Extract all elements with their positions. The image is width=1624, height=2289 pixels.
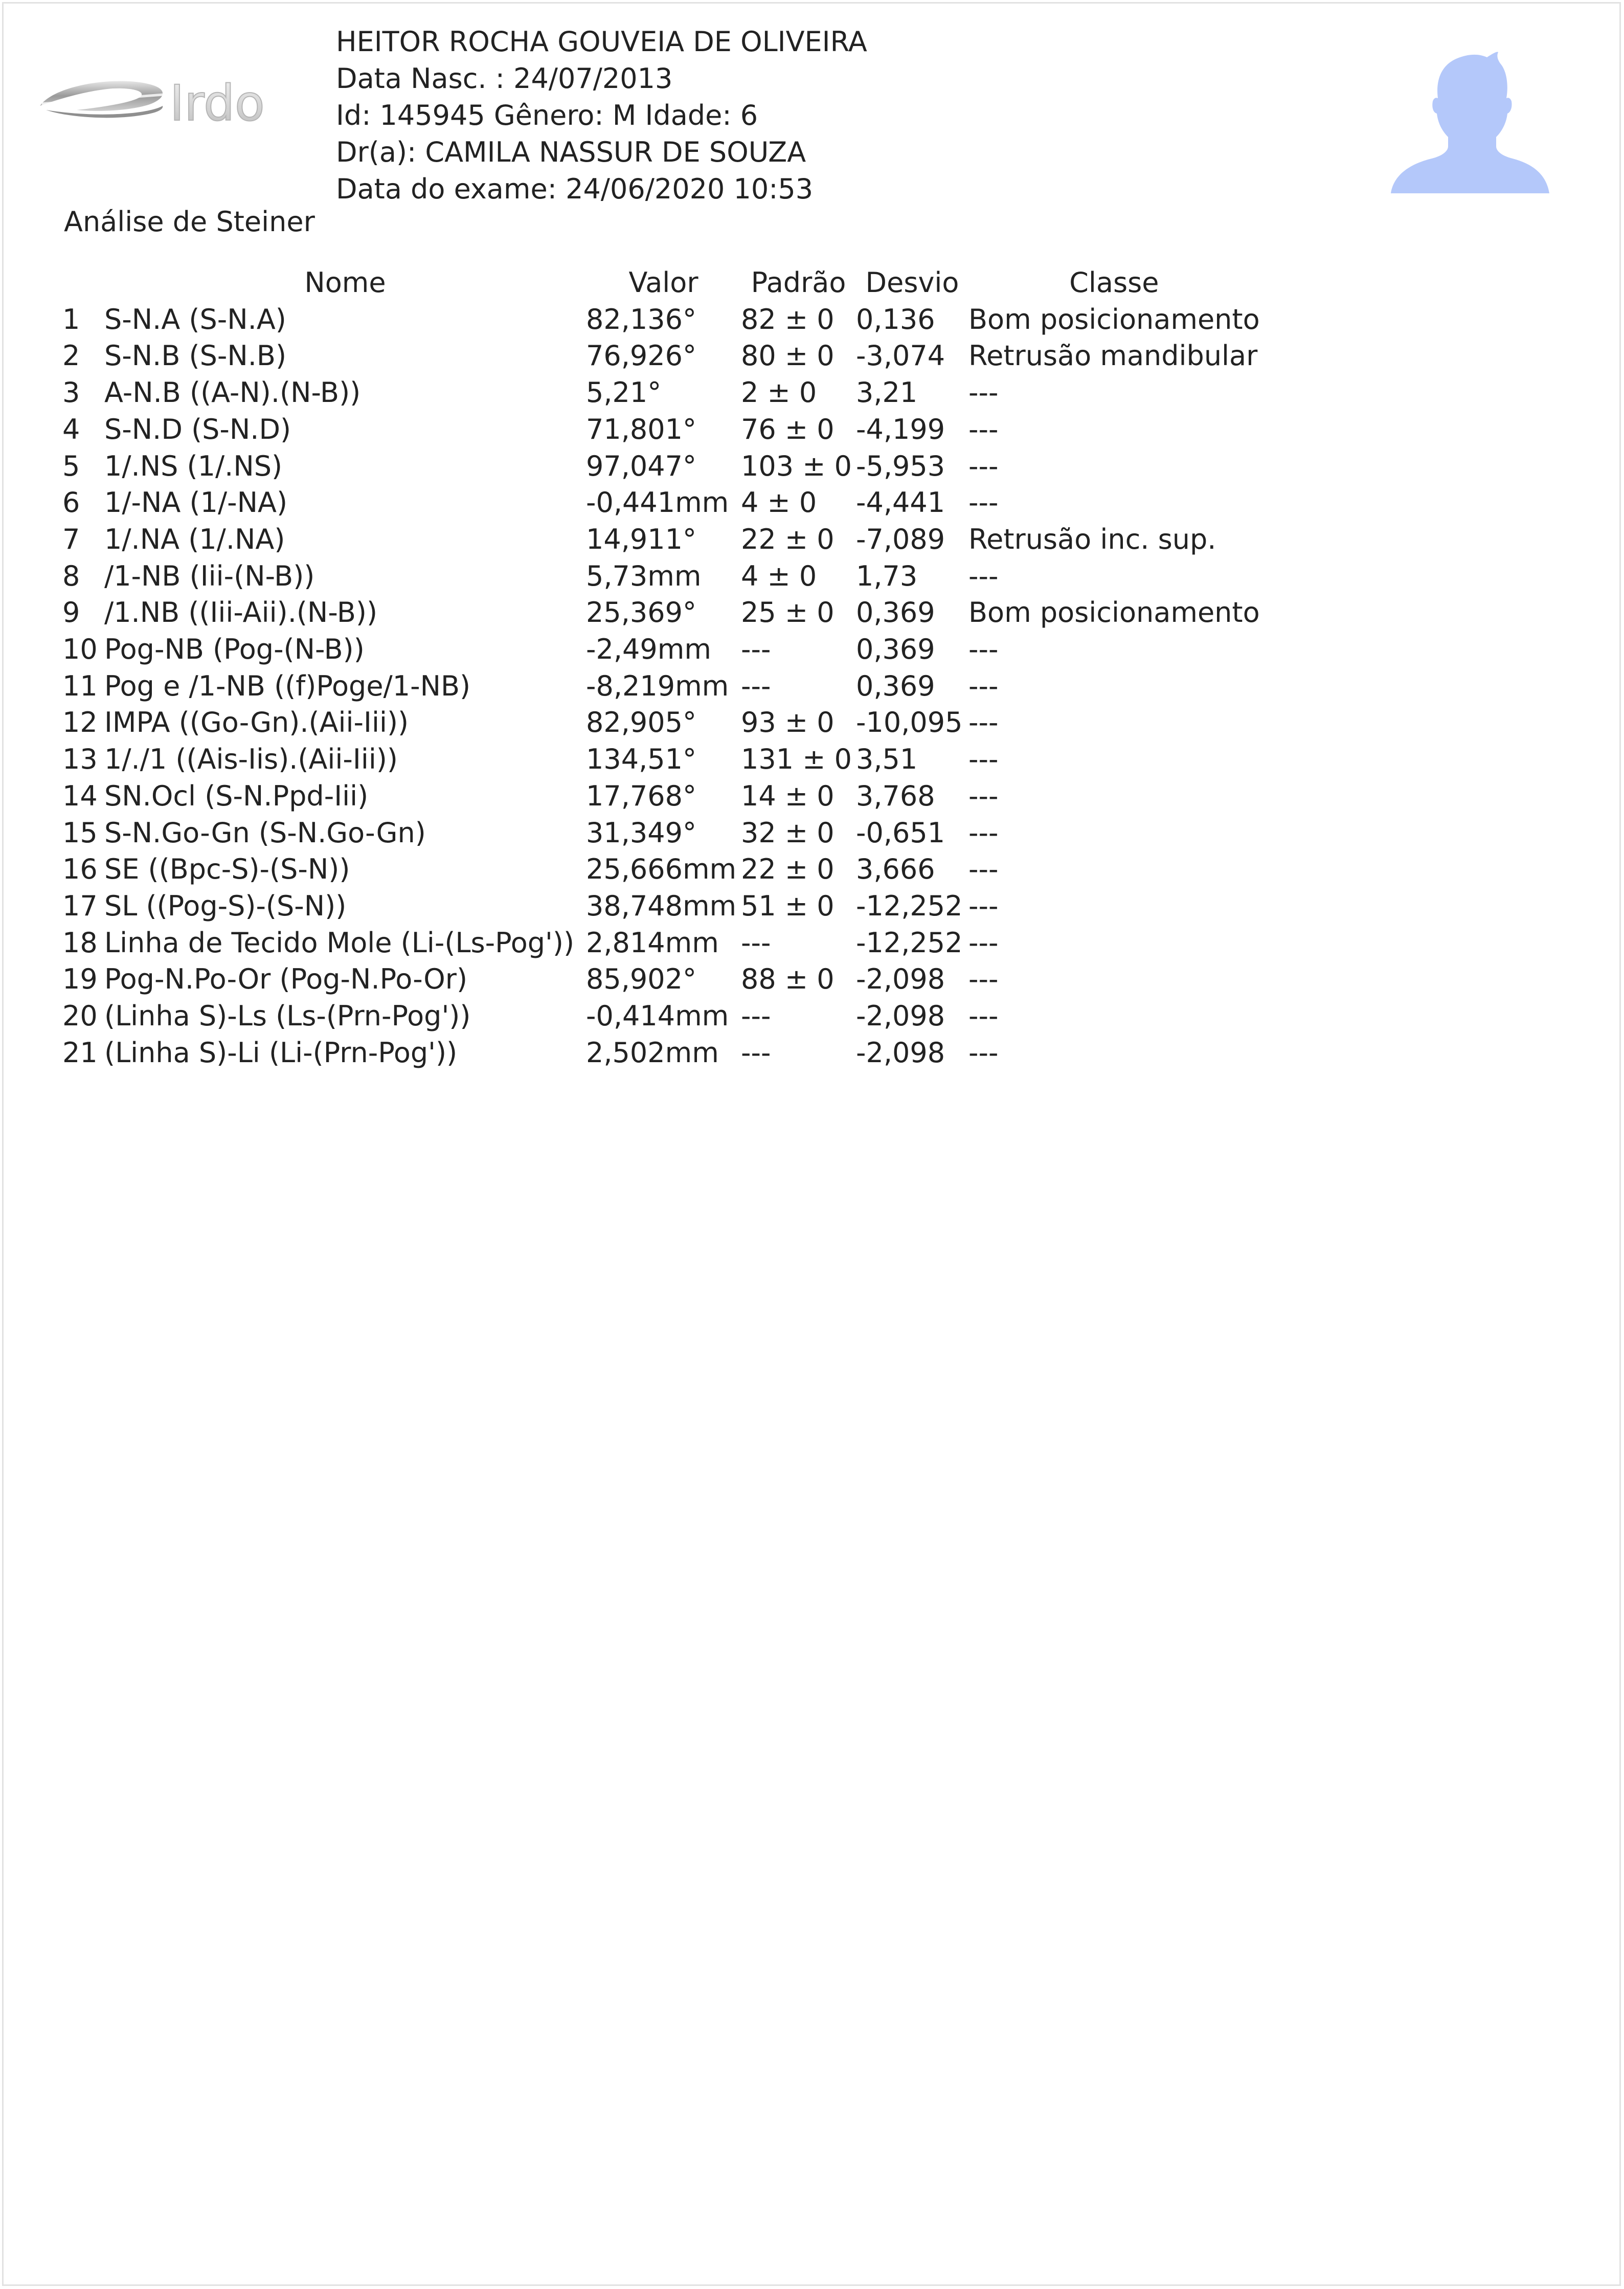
row-desvio: -0,651 <box>856 816 945 849</box>
row-nome: Linha de Tecido Mole (Li-(Ls-Pog')) <box>104 926 575 959</box>
logo-wordmark: Irdo <box>170 75 265 130</box>
row-padrao: 51 ± 0 <box>741 889 834 922</box>
row-number: 6 <box>62 486 80 519</box>
row-nome: (Linha S)-Ls (Ls-(Prn-Pog')) <box>104 1000 471 1033</box>
row-classe: --- <box>968 669 999 702</box>
row-padrao: 131 ± 0 <box>741 743 852 776</box>
row-desvio: 1,73 <box>856 559 918 592</box>
header-desvio: Desvio <box>865 266 959 299</box>
row-padrao: --- <box>741 1000 771 1033</box>
row-nome: S-N.A (S-N.A) <box>104 303 286 335</box>
row-nome: 1/-NA (1/-NA) <box>104 486 288 519</box>
row-valor: 134,51° <box>586 743 696 776</box>
table-row <box>62 741 1260 778</box>
table-row <box>62 778 1260 815</box>
row-nome: SN.Ocl (S-N.Ppd-Iii) <box>104 779 369 812</box>
row-valor: 25,666mm <box>586 853 737 886</box>
row-number: 4 <box>62 413 80 445</box>
row-number: 10 <box>62 633 98 666</box>
row-number: 18 <box>62 926 98 959</box>
row-nome: 1/.NA (1/.NA) <box>104 523 285 555</box>
row-desvio: 0,369 <box>856 596 935 629</box>
header-number <box>62 264 104 301</box>
table-row <box>62 558 1260 595</box>
row-desvio: -12,252 <box>856 889 963 922</box>
table-row <box>62 374 1260 411</box>
row-desvio: -5,953 <box>856 450 945 482</box>
row-number: 9 <box>62 596 80 629</box>
row-desvio: -2,098 <box>856 963 945 996</box>
table-row <box>62 521 1260 558</box>
row-nome: IMPA ((Go-Gn).(Aii-Iii)) <box>104 706 409 739</box>
row-number: 2 <box>62 340 80 372</box>
row-desvio: 3,768 <box>856 779 935 812</box>
row-nome: S-N.B (S-N.B) <box>104 340 287 372</box>
row-classe: --- <box>968 376 999 409</box>
row-valor: 17,768° <box>586 779 696 812</box>
header-valor: Valor <box>628 266 698 299</box>
row-nome: Pog-N.Po-Or (Pog-N.Po-Or) <box>104 963 468 996</box>
row-number: 3 <box>62 376 80 409</box>
row-classe: Bom posicionamento <box>968 303 1260 335</box>
row-valor: 97,047° <box>586 450 696 482</box>
row-number: 8 <box>62 559 80 592</box>
row-classe: --- <box>968 853 999 886</box>
row-classe: Retrusão inc. sup. <box>968 523 1216 555</box>
row-classe: --- <box>968 743 999 776</box>
row-nome: S-N.D (S-N.D) <box>104 413 291 445</box>
row-padrao: 22 ± 0 <box>741 853 834 886</box>
row-padrao: 25 ± 0 <box>741 596 834 629</box>
table-row <box>62 815 1260 851</box>
row-padrao: --- <box>741 633 771 666</box>
table-row <box>62 668 1260 705</box>
row-valor: 25,369° <box>586 596 696 629</box>
table-row <box>62 631 1260 668</box>
row-desvio: -7,089 <box>856 523 945 555</box>
row-valor: -8,219mm <box>586 669 729 702</box>
row-nome: Pog-NB (Pog-(N-B)) <box>104 633 365 666</box>
row-valor: -0,414mm <box>586 1000 729 1033</box>
row-classe: --- <box>968 486 999 519</box>
patient-name: HEITOR ROCHA GOUVEIA DE OLIVEIRA <box>336 26 867 58</box>
row-padrao: --- <box>741 926 771 959</box>
row-number: 7 <box>62 523 80 555</box>
row-classe: --- <box>968 963 999 996</box>
row-padrao: 76 ± 0 <box>741 413 834 445</box>
row-desvio: -3,074 <box>856 340 945 372</box>
row-desvio: 0,136 <box>856 303 935 335</box>
row-number: 12 <box>62 706 98 739</box>
row-nome: SL ((Pog-S)-(S-N)) <box>104 889 347 922</box>
row-desvio: -4,441 <box>856 486 945 519</box>
row-desvio: 3,666 <box>856 853 935 886</box>
row-classe: --- <box>968 779 999 812</box>
table-row <box>62 925 1260 961</box>
row-valor: 2,814mm <box>586 926 719 959</box>
row-classe: --- <box>968 559 999 592</box>
row-desvio: -10,095 <box>856 706 963 739</box>
row-valor: 76,926° <box>586 340 696 372</box>
table-row <box>62 484 1260 521</box>
row-padrao: 4 ± 0 <box>741 559 817 592</box>
row-valor: 71,801° <box>586 413 696 445</box>
row-nome: SE ((Bpc-S)-(S-N)) <box>104 853 350 886</box>
row-desvio: 0,369 <box>856 633 935 666</box>
row-number: 21 <box>62 1036 98 1069</box>
row-padrao: --- <box>741 1036 771 1069</box>
row-number: 15 <box>62 816 98 849</box>
patient-birth-date: Data Nasc. : 24/07/2013 <box>336 62 673 95</box>
exam-date: Data do exame: 24/06/2020 10:53 <box>336 173 814 205</box>
row-classe: Bom posicionamento <box>968 596 1260 629</box>
row-nome: S-N.Go-Gn (S-N.Go-Gn) <box>104 816 426 849</box>
table-row <box>62 448 1260 485</box>
row-classe: --- <box>968 816 999 849</box>
row-nome: (Linha S)-Li (Li-(Prn-Pog')) <box>104 1036 458 1069</box>
row-valor: -0,441mm <box>586 486 729 519</box>
row-classe: Retrusão mandibular <box>968 340 1258 372</box>
row-valor: 82,136° <box>586 303 696 335</box>
header-padrao: Padrão <box>751 266 846 299</box>
row-padrao: --- <box>741 669 771 702</box>
row-padrao: 14 ± 0 <box>741 779 834 812</box>
row-desvio: 3,51 <box>856 743 918 776</box>
table-row <box>62 961 1260 998</box>
row-valor: 38,748mm <box>586 889 737 922</box>
row-valor: 85,902° <box>586 963 696 996</box>
avatar-placeholder-icon <box>1391 51 1549 194</box>
row-padrao: 103 ± 0 <box>741 450 852 482</box>
row-classe: --- <box>968 1036 999 1069</box>
row-number: 16 <box>62 853 98 886</box>
row-valor: 82,905° <box>586 706 696 739</box>
clinic-logo <box>36 74 307 130</box>
table-row <box>62 594 1260 631</box>
row-padrao: 32 ± 0 <box>741 816 834 849</box>
table-row <box>62 851 1260 888</box>
row-nome: /1-NB (Iii-(N-B)) <box>104 559 315 592</box>
header-nome: Nome <box>304 266 386 299</box>
row-valor: 31,349° <box>586 816 696 849</box>
table-row <box>62 301 1260 338</box>
row-classe: --- <box>968 706 999 739</box>
row-nome: Pog e /1-NB ((f)Poge/1-NB) <box>104 669 471 702</box>
row-classe: --- <box>968 889 999 922</box>
row-nome: 1/./1 ((Ais-Iis).(Aii-Iii)) <box>104 743 398 776</box>
row-valor: 2,502mm <box>586 1036 719 1069</box>
patient-header <box>336 24 867 208</box>
row-desvio: -4,199 <box>856 413 945 445</box>
row-desvio: -2,098 <box>856 1000 945 1033</box>
row-valor: 5,21° <box>586 376 662 409</box>
table-row <box>62 338 1260 374</box>
row-padrao: 80 ± 0 <box>741 340 834 372</box>
row-number: 20 <box>62 1000 98 1033</box>
table-row <box>62 1035 1260 1071</box>
row-padrao: 88 ± 0 <box>741 963 834 996</box>
row-number: 14 <box>62 779 98 812</box>
row-number: 1 <box>62 303 80 335</box>
row-valor: 5,73mm <box>586 559 702 592</box>
row-padrao: 4 ± 0 <box>741 486 817 519</box>
analysis-title: Análise de Steiner <box>64 206 315 238</box>
row-nome: 1/.NS (1/.NS) <box>104 450 283 482</box>
row-number: 19 <box>62 963 98 996</box>
row-nome: /1.NB ((Iii-Aii).(N-B)) <box>104 596 378 629</box>
row-number: 13 <box>62 743 98 776</box>
table-header-row <box>62 264 1260 301</box>
patient-id-gender-age: Id: 145945 Gênero: M Idade: 6 <box>336 99 758 131</box>
row-valor: -2,49mm <box>586 633 711 666</box>
table-row <box>62 704 1260 741</box>
row-number: 5 <box>62 450 80 482</box>
steiner-analysis-table <box>62 264 1260 1071</box>
doctor-name: Dr(a): CAMILA NASSUR DE SOUZA <box>336 136 806 168</box>
row-padrao: 2 ± 0 <box>741 376 817 409</box>
row-classe: --- <box>968 926 999 959</box>
table-row <box>62 998 1260 1035</box>
header-classe: Classe <box>1069 266 1159 299</box>
table-row <box>62 411 1260 448</box>
row-number: 17 <box>62 889 98 922</box>
row-padrao: 93 ± 0 <box>741 706 834 739</box>
row-valor: 14,911° <box>586 523 696 555</box>
row-classe: --- <box>968 450 999 482</box>
table-row <box>62 888 1260 925</box>
row-padrao: 82 ± 0 <box>741 303 834 335</box>
row-classe: --- <box>968 1000 999 1033</box>
row-number: 11 <box>62 669 98 702</box>
row-desvio: -12,252 <box>856 926 963 959</box>
row-classe: --- <box>968 633 999 666</box>
row-desvio: 3,21 <box>856 376 918 409</box>
row-nome: A-N.B ((A-N).(N-B)) <box>104 376 361 409</box>
row-classe: --- <box>968 413 999 445</box>
row-padrao: 22 ± 0 <box>741 523 834 555</box>
row-desvio: -2,098 <box>856 1036 945 1069</box>
row-desvio: 0,369 <box>856 669 935 702</box>
